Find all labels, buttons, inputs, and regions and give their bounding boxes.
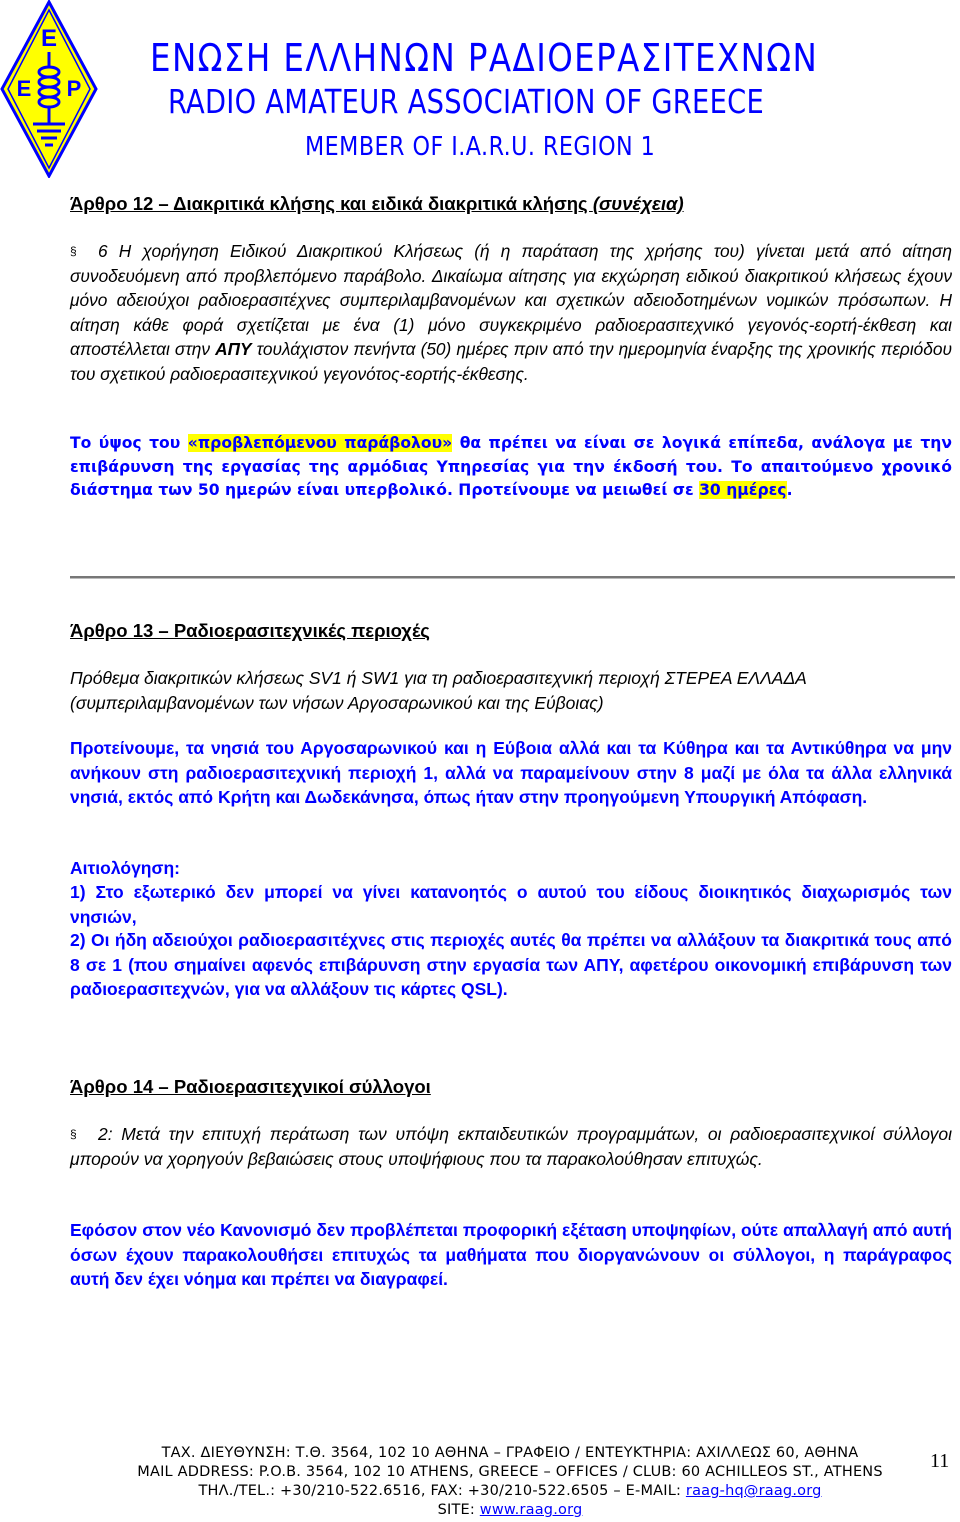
article-12-paragraph-6 (70, 239, 952, 386)
footer-site (70, 1501, 950, 1520)
section-bullet-icon: § (70, 244, 77, 258)
article-14-heading: Άρθρο 14 – Ραδιοερασιτεχνικοί σύλλογοι (70, 1076, 431, 1097)
article-13-proposal: Προτείνουμε, τα νησιά του Αργοσαρωνικού και η Εύβοια αλλά και τα Κύθηρα και τα Αντικύθηρα να μην ανήκουν στη ραδιοερασιτεχνική περιοχή 1, αλλά να παραμείνουν στην 8 μαζί με όλα τα άλλα ελληνικά νησιά, εκτός από Κρήτη και Δωδεκάνησα, όπως ήταν στην προηγούμενη Υπουργική Απόφαση. (70, 738, 952, 807)
footer-address-greek: ΤΑΧ. ΔΙΕΥΘΥΝΣΗ: Τ.Θ. 3564, 102 10 ΑΘΗΝΑ – ΓΡΑΦΕΙΟ / ΕΝΤΕΥΚΤΗΡΙΑ: ΑΧΙΛΛΕΩΣ 60, ΑΘΗΝΑ (161, 1445, 859, 1461)
section-divider (70, 576, 955, 579)
footer-email-link[interactable]: raag-hq@raag.org (685, 1483, 822, 1499)
logo-letter-top: Ε (40, 25, 58, 52)
org-name-english: RADIO AMATEUR ASSOCIATION OF GREECE (168, 82, 764, 121)
comment-highlight-days: 30 ημέρες (699, 481, 787, 499)
article-12-heading (70, 192, 952, 217)
article-12-para-end: τουλάχιστον πενήντα (50) ημέρες πριν από την ημερομηνία έναρξης της χρονικής περιόδου του σχετικού ραδιοερασιτεχνικού γεγονότος-εορτής-έκθεσης. (70, 339, 952, 384)
article-12-para-apy: ΑΠΥ (215, 339, 252, 359)
comment-start: Το ύψος του (70, 434, 188, 452)
raag-logo (0, 0, 98, 178)
article-13-justification-label: Αιτιολόγηση: (70, 858, 180, 878)
logo-letter-right: Ρ (66, 76, 82, 101)
comment-end: . (786, 481, 793, 499)
footer-site-label: SITE: (437, 1502, 480, 1518)
membership-line: MEMBER OF I.A.R.U. REGION 1 (305, 132, 656, 162)
footer-phone-fax: ΤΗΛ./TEL.: +30/210-522.6516, FAX: +30/210-522.6505 – E-MAIL: (198, 1483, 686, 1499)
page-number: 11 (930, 1450, 950, 1472)
article-14-paragraph-2 (70, 1122, 952, 1171)
article-12-para-text: 6 Η χορήγηση Ειδικού Διακριτικού Κλήσεως (ή η παράταση της χρήσης του) γίνεται μετά από αίτηση συνοδευόμενη από προβλεπόμενο παράβολο. Δικαίωμα αίτησης για εκχώρηση ειδικού διακριτικού κλήσεως έχουν μόνο αδειούχοι ραδιοερασιτέχνες συμπεριλαμβανομένων και σχετικών αδειοδοτημένων νομικών πρόσωπων. Η αίτηση κάθε φορά σχετίζεται με ένα (1) μόνο συγκεκριμένο ραδιοερασιτεχνικό γεγονός-εορτή-έκθεση και αποστέλλεται στην (70, 241, 952, 359)
article-12-heading-continued: (συνέχεια) (592, 193, 684, 214)
org-name-greek: ΕΝΩΣΗ ΕΛΛΗΝΩΝ ΡΑΔΙΟΕΡΑΣΙΤΕΧΝΩΝ (150, 36, 819, 80)
article-12-comment (70, 432, 952, 503)
article-13-paragraph: Πρόθεμα διακριτικών κλήσεως SV1 ή SW1 για τη ραδιοερασιτεχνική περιοχή ΣΤΕΡΕΑ ΕΛΛΑΔΑ (συμπεριλαμβανομένων των νήσων Αργοσαρωνικού και της Εύβοιας) (70, 668, 807, 713)
comment-body: θα πρέπει να είναι σε λογικά επίπεδα, ανάλογα με την επιβάρυνση της εργασίας της αρμόδιας Υπηρεσίας για την έκδοσή του. Το απαιτούμενο χρονικό διάστημα των 50 ημερών είναι υπερβολικό. Προτείνουμε να μειωθεί σε (70, 434, 953, 499)
article-13-heading: Άρθρο 13 – Ραδιοερασιτεχνικές περιοχές (70, 620, 430, 641)
footer-address-english: MAIL ADDRESS: P.O.B. 3564, 102 10 ATHENS, GREECE – OFFICES / CLUB: 60 ACHILLEOS ST., ATHENS (137, 1464, 883, 1480)
footer-contacts (70, 1482, 950, 1501)
logo-letter-left: Ε (16, 76, 32, 101)
comment-highlight-fee: «προβλεπόμενου παράβολου» (187, 434, 453, 452)
article-12-heading-text: Άρθρο 12 – Διακριτικά κλήσης και ειδικά διακριτικά κλήσης (70, 193, 593, 214)
footer-site-link[interactable]: www.raag.org (479, 1502, 583, 1518)
section-bullet-icon: § (70, 1127, 77, 1141)
article-14-comment: Εφόσον στον νέο Κανονισμό δεν προβλέπεται προφορική εξέταση υποψηφίων, ούτε απαλλαγή από αυτή όσων έχουν παρακολουθήσει επιτυχώς τα μαθήματα που διοργανώνουν οι σύλλογοι, η παράγραφος αυτή δεν έχει νόημα και πρέπει να διαγραφεί. (70, 1220, 952, 1289)
article-13-reason-1: 1) Στο εξωτερικό δεν μπορεί να γίνει κατανοητός ο αυτού του είδους διοικητικός διαχωρισμός των νησιών, (70, 882, 952, 927)
article-14-para-text: 2: Μετά την επιτυχή περάτωση των υπόψη εκπαιδευτικών προγραμμάτων, οι ραδιοερασιτεχνικοί σύλλογοι μπορούν να χορηγούν βεβαιώσεις στους υποψήφιους που τα παρακολούθησαν επιτυχώς. (70, 1124, 952, 1169)
article-13-reason-2: 2) Οι ήδη αδειούχοι ραδιοερασιτέχνες στις περιοχές αυτές θα πρέπει να αλλάξουν τα διακριτικά τους από 8 σε 1 (που σημαίνει αφενός επιβάρυνση στην εργασία των ΑΠΥ, αφετέρου οικονομική επιβάρυνση των ραδιοερασιτεχνών, για να αλλάξουν τις κάρτες QSL). (70, 930, 952, 999)
